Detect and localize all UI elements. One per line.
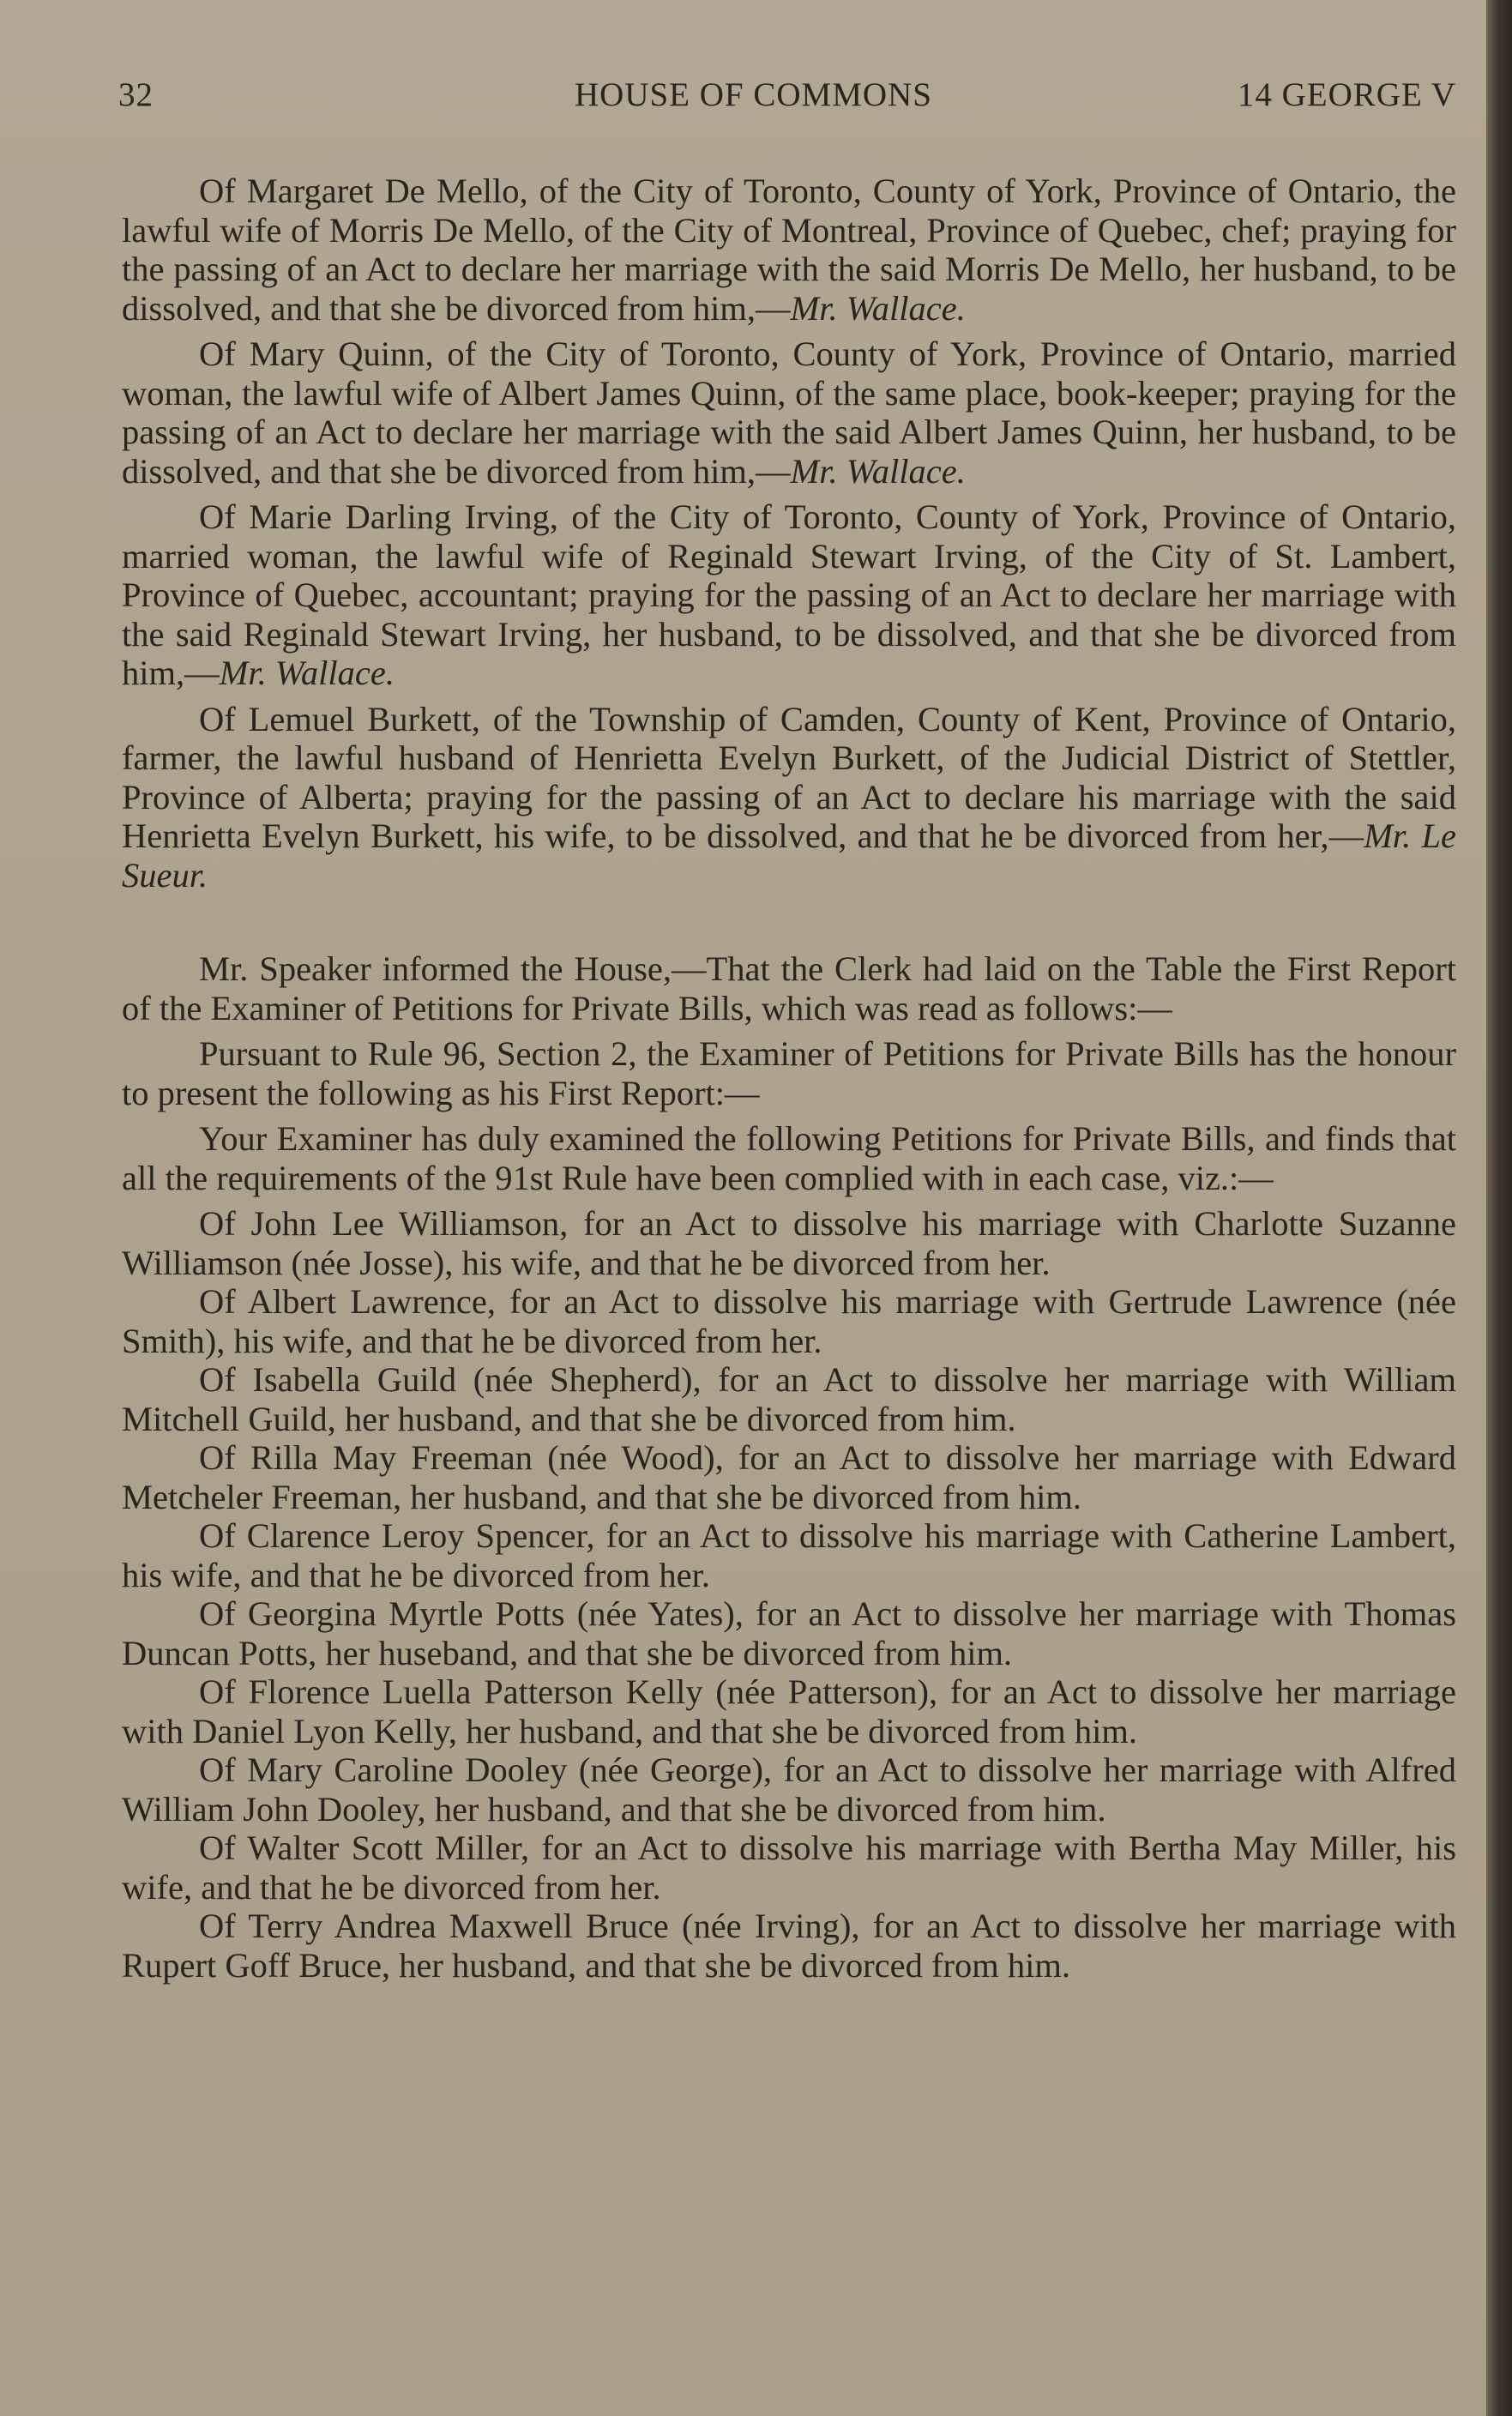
report-item: Of Mary Caroline Dooley (née George), for an Act to dissolve her marriage with Alfred William John Dooley, her husband, and that she be divorced from him.	[122, 1750, 1456, 1829]
petition-text: Of Marie Darling Irving, of the City of Toronto, County of York, Province of Ontario, married woman, the lawful wife of Reginald Stewart Irving, of the City of St. Lambert, Province of Quebec, accountant; praying for the passing of an Act to declare her marriage with the said Reginald Stewart Irving, her husband, to be dissolved, and that she be divorced from him,—	[122, 497, 1456, 692]
petition-paragraph	[122, 700, 1456, 895]
running-title: HOUSE OF COMMONS	[575, 76, 932, 113]
report-rule: Pursuant to Rule 96, Section 2, the Examiner of Petitions for Private Bills has the honour to present the following as his First Report:—	[122, 1034, 1456, 1112]
report-item: Of Rilla May Freeman (née Wood), for an Act to dissolve her marriage with Edward Metcheler Freeman, her husband, and that she be divorced from him.	[122, 1438, 1456, 1516]
report-item: Of Georgina Myrtle Potts (née Yates), for an Act to dissolve her marriage with Thomas Duncan Potts, her huseband, and that she be divorced from him.	[122, 1594, 1456, 1672]
petitions-list	[122, 172, 1456, 895]
presenting-member: Mr. Wallace.	[790, 451, 966, 491]
report-item: Of Florence Luella Patterson Kelly (née Patterson), for an Act to dissolve her marriage with Daniel Lyon Kelly, her husband, and that she be divorced from him.	[122, 1672, 1456, 1750]
petition-text: Of Mary Quinn, of the City of Toronto, County of York, Province of Ontario, married woman, the lawful wife of Albert James Quinn, of the same place, book-keeper; praying for the passing of an Act to declare her marriage with the said Albert James Quinn, her husband, to be dissolved, and that she be divorced from him,—	[122, 334, 1456, 491]
petition-paragraph	[122, 334, 1456, 491]
petition-paragraph	[122, 497, 1456, 693]
running-header	[118, 75, 1456, 127]
book-spine-edge	[1486, 0, 1512, 2416]
page-number: 32	[118, 76, 154, 113]
report-intro: Mr. Speaker informed the House,—That the Clerk had laid on the Table the First Report of the Examiner of Petitions for Private Bills, which was read as follows:—	[122, 949, 1456, 1027]
report-item: Of Isabella Guild (née Shepherd), for an Act to dissolve her marriage with William Mitchell Guild, her husband, and that she be divorced from him.	[122, 1360, 1456, 1438]
presenting-member: Mr. Wallace.	[219, 654, 395, 692]
presenting-member: Mr. Wallace.	[790, 288, 966, 328]
page-body	[122, 172, 1456, 1985]
examiner-report	[122, 949, 1456, 1985]
report-item: Of Walter Scott Miller, for an Act to dissolve his marriage with Bertha May Miller, his wife, and that he be divorced from her.	[122, 1829, 1456, 1907]
report-item: Of Terry Andrea Maxwell Bruce (née Irving), for an Act to dissolve her marriage with Rupert Goff Bruce, her husband, and that she be divorced from him.	[122, 1907, 1456, 1985]
report-item: Of John Lee Williamson, for an Act to dissolve his marriage with Charlotte Suzanne Williamson (née Josse), his wife, and that he be divorced from her.	[122, 1204, 1456, 1282]
petition-text: Of Margaret De Mello, of the City of Toronto, County of York, Province of Ontario, the lawful wife of Morris De Mello, of the City of Montreal, Province of Quebec, chef; praying for the passing of an Act to declare her marriage with the said Morris De Mello, her husband, to be dissolved, and that she be divorced from him,—	[122, 172, 1456, 328]
report-item: Of Albert Lawrence, for an Act to dissolve his marriage with Gertrude Lawrence (née Smith), his wife, and that he be divorced from her.	[122, 1282, 1456, 1360]
petition-paragraph	[122, 172, 1456, 328]
report-item: Of Clarence Leroy Spencer, for an Act to dissolve his marriage with Catherine Lambert, his wife, and that he be divorced from her.	[122, 1516, 1456, 1594]
regnal-year: 14 GEORGE V	[1237, 76, 1456, 113]
petition-text: Of Lemuel Burkett, of the Township of Camden, County of Kent, Province of Ontario, farmer, the lawful husband of Henrietta Evelyn Burkett, of the Judicial District of Stettler, Province of Alberta; praying for the passing of an Act to declare his marriage with the said Henrietta Evelyn Burkett, his wife, to be dissolved, and that he be divorced from her,—	[122, 699, 1456, 855]
report-examined: Your Examiner has duly examined the following Petitions for Private Bills, and finds that all the requirements of the 91st Rule have been complied with in each case, viz.:—	[122, 1119, 1456, 1197]
presenting-member: Mr. Le Sueur.	[122, 816, 1456, 895]
